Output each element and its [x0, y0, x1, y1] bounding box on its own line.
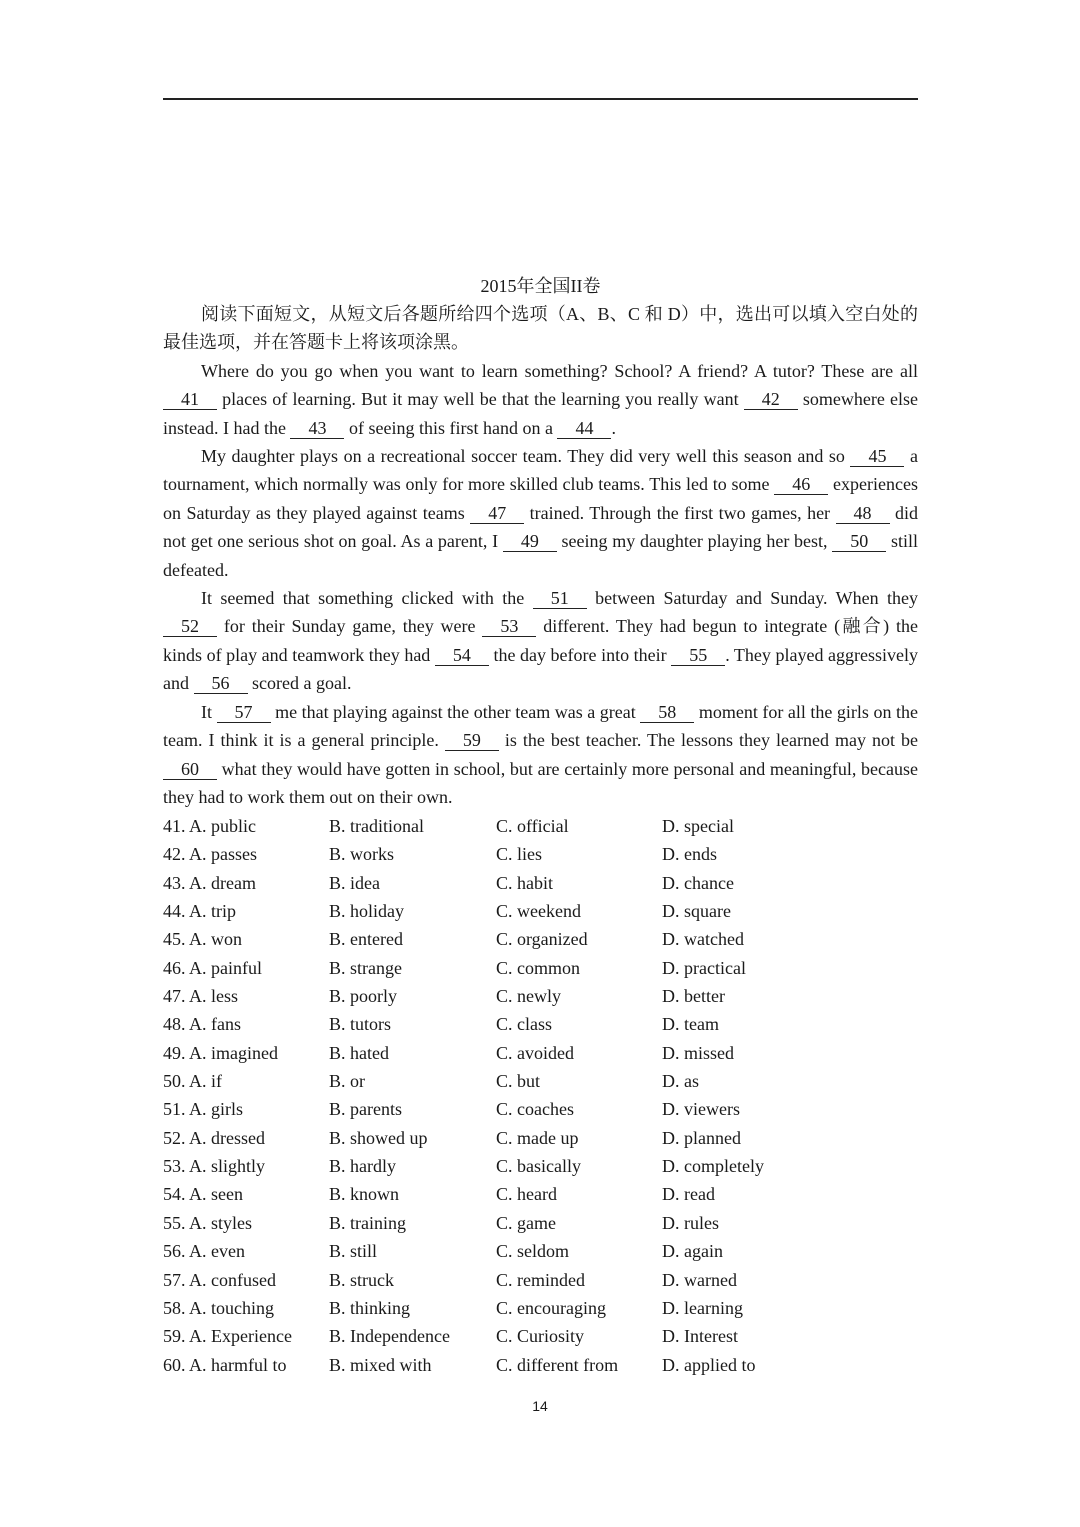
blank-51: 51 — [533, 588, 587, 609]
option-c: C. encouraging — [496, 1297, 606, 1318]
option-b: B. Independence — [329, 1326, 450, 1347]
header-rule — [163, 98, 918, 100]
options-list — [163, 812, 918, 1379]
option-b: B. parents — [329, 1099, 402, 1120]
option-c: C. reminded — [496, 1269, 585, 1290]
blank-60: 60 — [163, 759, 217, 780]
option-d: D. special — [662, 816, 734, 836]
text-run: the day before into their — [488, 644, 672, 665]
option-c: C. but — [496, 1071, 541, 1092]
option-row-54 — [163, 1180, 918, 1208]
option-a: 53. A. slightly — [163, 1156, 266, 1177]
text-run: seeing my daughter playing her best, — [556, 531, 833, 552]
blank-46: 46 — [774, 474, 828, 495]
text-run: scored a goal. — [247, 673, 352, 694]
option-b: B. thinking — [329, 1297, 411, 1318]
instructions: 阅读下面短文，从短文后各题所给四个选项（A、B、C 和 D）中，选出可以填入空白处的最佳选项，并在答题卡上将该项涂黑。 — [163, 304, 918, 353]
blank-47: 47 — [470, 503, 524, 524]
option-b: B. hardly — [329, 1156, 396, 1177]
option-row-47 — [163, 982, 918, 1010]
option-c: C. newly — [496, 986, 561, 1007]
text-run: me that playing against the other team was a great — [270, 701, 641, 722]
option-c: C. basically — [496, 1156, 581, 1177]
blank-55: 55 — [671, 645, 725, 666]
option-b: B. traditional — [329, 816, 424, 836]
option-b: B. works — [329, 844, 395, 865]
option-a: 52. A. dressed — [163, 1127, 265, 1148]
blank-56: 56 — [194, 673, 248, 694]
text-run: My daughter plays on a recreational soccer team. They did very well this season and so — [201, 446, 851, 467]
blank-43: 43 — [290, 418, 344, 439]
blank-44: 44 — [557, 418, 611, 439]
option-d: D. applied to — [662, 1354, 756, 1375]
blank-57: 57 — [217, 702, 271, 723]
text-run: of seeing this first hand on a — [344, 417, 558, 438]
option-d: D. watched — [662, 929, 744, 950]
option-row-44 — [163, 897, 918, 925]
option-b: B. idea — [329, 872, 380, 893]
option-d: D. viewers — [662, 1099, 740, 1120]
option-d: D. as — [662, 1071, 699, 1092]
option-row-45 — [163, 925, 918, 953]
option-d: D. rules — [662, 1212, 719, 1233]
option-b: B. tutors — [329, 1014, 392, 1035]
option-a: 58. A. touching — [163, 1297, 274, 1318]
option-row-57 — [163, 1266, 918, 1294]
text-run: between Saturday and Sunday. When they — [586, 588, 918, 609]
option-a: 41. A. public — [163, 816, 256, 836]
paragraph-1 — [163, 357, 918, 442]
option-c: C. official — [496, 816, 569, 836]
option-c: C. seldom — [496, 1241, 570, 1262]
option-d: D. ends — [662, 844, 717, 865]
option-d: D. square — [662, 901, 731, 922]
option-a: 57. A. confused — [163, 1269, 276, 1290]
option-c: C. lies — [496, 844, 543, 865]
option-d: D. team — [662, 1014, 719, 1035]
paragraph-3 — [163, 584, 918, 698]
blank-50: 50 — [832, 531, 886, 552]
option-d: D. again — [662, 1241, 723, 1262]
option-d: D. better — [662, 986, 725, 1007]
option-d: D. missed — [662, 1042, 734, 1063]
option-a: 47. A. less — [163, 986, 239, 1007]
option-d: D. practical — [662, 957, 746, 978]
blank-42: 42 — [744, 389, 798, 410]
option-b: B. mixed with — [329, 1354, 432, 1375]
blank-49: 49 — [503, 531, 557, 552]
option-b: B. training — [329, 1212, 406, 1233]
option-d: D. read — [662, 1184, 715, 1205]
text-run: what they would have gotten in school, but are certainly more personal and meaningful, because they had to work them out on their own. — [163, 758, 918, 807]
option-a: 60. A. harmful to — [163, 1354, 287, 1375]
text-run: did not get one serious shot on goal. As a parent, I — [163, 502, 918, 552]
option-c: C. common — [496, 957, 580, 978]
text-run: a tournament, which normally was only for more skilled club teams. This led to some — [163, 446, 918, 495]
option-a: 48. A. fans — [163, 1014, 241, 1035]
option-c: C. weekend — [496, 901, 581, 922]
blank-58: 58 — [640, 702, 694, 723]
option-d: D. planned — [662, 1127, 741, 1148]
option-c: C. organized — [496, 929, 588, 950]
option-c: C. Curiosity — [496, 1326, 585, 1347]
blank-59: 59 — [445, 730, 499, 751]
option-c: C. game — [496, 1212, 556, 1233]
option-c: C. coaches — [496, 1099, 574, 1120]
option-d: D. Interest — [662, 1326, 738, 1347]
option-c: C. made up — [496, 1127, 579, 1148]
option-row-58 — [163, 1294, 918, 1322]
option-row-55 — [163, 1209, 918, 1237]
option-a: 54. A. seen — [163, 1184, 243, 1205]
option-a: 50. A. if — [163, 1071, 223, 1092]
text-run: for their Sunday game, they were — [217, 616, 483, 637]
option-row-49 — [163, 1039, 918, 1067]
option-row-41 — [163, 812, 918, 840]
text-run: still defeated. — [163, 531, 918, 580]
option-a: 44. A. trip — [163, 901, 237, 922]
option-a: 45. A. won — [163, 929, 243, 950]
option-row-60 — [163, 1351, 918, 1379]
option-a: 55. A. styles — [163, 1212, 253, 1233]
option-row-52 — [163, 1124, 918, 1152]
option-c: C. habit — [496, 872, 553, 893]
option-a: 49. A. imagined — [163, 1042, 278, 1063]
option-row-50 — [163, 1067, 918, 1095]
option-d: D. chance — [662, 872, 734, 893]
option-a: 42. A. passes — [163, 844, 257, 865]
option-b: B. or — [329, 1071, 365, 1092]
option-c: C. class — [496, 1014, 552, 1035]
option-d: D. warned — [662, 1269, 737, 1290]
option-d: D. learning — [662, 1297, 743, 1318]
option-row-46 — [163, 954, 918, 982]
option-row-42 — [163, 840, 918, 868]
option-row-48 — [163, 1010, 918, 1038]
option-a: 56. A. even — [163, 1241, 245, 1262]
option-a: 43. A. dream — [163, 872, 256, 893]
option-c: C. avoided — [496, 1042, 574, 1063]
text-run: different. They had begun to integrate (融合) the kinds of play and teamwork they had — [163, 616, 918, 665]
option-a: 51. A. girls — [163, 1099, 244, 1120]
text-run: It — [201, 701, 217, 722]
option-b: B. struck — [329, 1269, 394, 1290]
option-row-59 — [163, 1322, 918, 1350]
paragraph-4 — [163, 698, 918, 812]
text-run: somewhere else instead. I had the — [163, 389, 919, 438]
page-number: 14 — [532, 1398, 548, 1414]
blank-48: 48 — [836, 503, 890, 524]
option-d: D. completely — [662, 1156, 764, 1177]
option-b: B. poorly — [329, 986, 398, 1007]
option-b: B. showed up — [329, 1127, 428, 1148]
option-c: C. different from — [496, 1354, 619, 1375]
text-run: . They played aggressively and — [163, 644, 918, 694]
option-b: B. hated — [329, 1042, 389, 1063]
text-run: trained. Through the first two games, her — [524, 502, 836, 523]
paragraph-2 — [163, 442, 918, 584]
option-a: 59. A. Experience — [163, 1326, 292, 1347]
option-row-53 — [163, 1152, 918, 1180]
option-row-43 — [163, 869, 918, 897]
option-row-56 — [163, 1237, 918, 1265]
blank-45: 45 — [850, 446, 904, 467]
page-title: 2015年全国II卷 — [480, 276, 601, 296]
text-run: is the best teacher. The lessons they learned may not be — [498, 730, 918, 751]
option-a: 46. A. painful — [163, 957, 262, 978]
passage — [163, 300, 918, 811]
option-b: B. known — [329, 1184, 400, 1205]
blank-41: 41 — [163, 389, 217, 410]
text-run: places of learning. But it may well be that the learning you really want — [217, 389, 744, 410]
blank-54: 54 — [435, 645, 489, 666]
blank-53: 53 — [482, 616, 536, 637]
text-run: It seemed that something clicked with the — [201, 588, 533, 609]
option-b: B. holiday — [329, 901, 404, 922]
text-run: experiences on Saturday as they played against teams — [163, 474, 918, 523]
blank-52: 52 — [163, 616, 217, 637]
option-c: C. heard — [496, 1184, 557, 1205]
option-row-51 — [163, 1095, 918, 1123]
text-run: Where do you go when you want to learn something? School? A friend? A tutor? These are all — [201, 360, 918, 381]
option-b: B. still — [329, 1241, 378, 1262]
option-b: B. entered — [329, 929, 403, 950]
option-b: B. strange — [329, 957, 402, 978]
text-run: moment for all the girls on the team. I think it is a general principle. — [163, 701, 918, 751]
text-run: . — [611, 417, 616, 438]
